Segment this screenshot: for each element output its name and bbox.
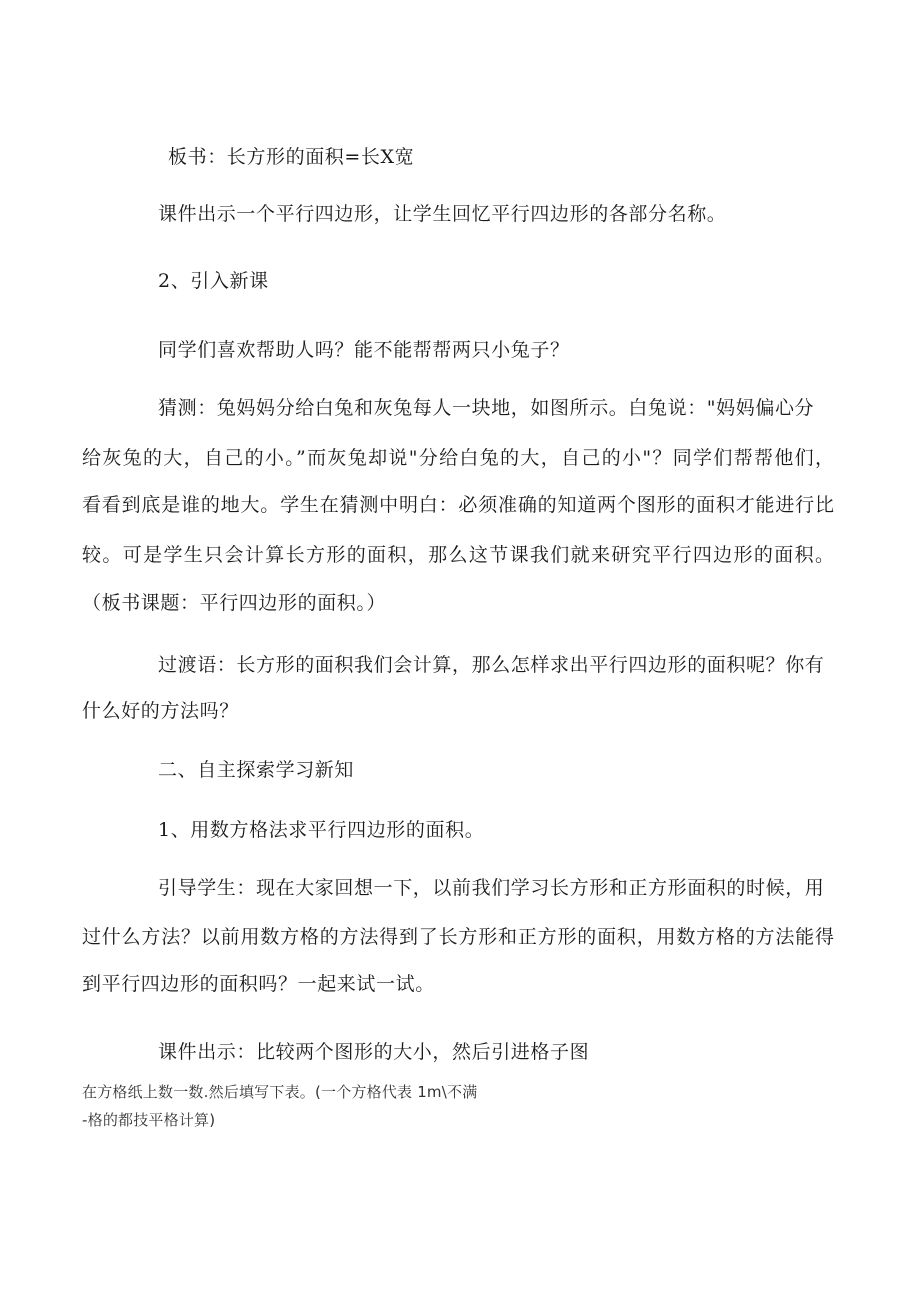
grid-instruction-line-2: -格的都技平格计算)	[82, 1111, 216, 1129]
guide-line-2: 过什么方法？以前用数方格的方法得到了长方形和正方形的面积，用数方格的方法能得	[82, 926, 834, 948]
guess-paragraph-line-3: 看看到底是谁的地大。学生在猜测中明白：必须准确的知道两个图形的面积才能进行比	[82, 494, 834, 516]
courseware-compare-line: 课件出示：比较两个图形的大小，然后引进格子图	[158, 1041, 590, 1063]
section-two-heading: 二、自主探索学习新知	[158, 759, 355, 781]
guide-line-1: 引导学生：现在大家回想一下，以前我们学习长方形和正方形面积的时候，用	[158, 877, 825, 899]
grid-instruction-line-1: 在方格纸上数一数.然后填写下表。(一个方格代表 1m\不满	[82, 1083, 478, 1101]
guess-paragraph-line-1: 猜测：兔妈妈分给白兔和灰兔每人一块地，如图所示。白兔说："妈妈偏心分	[158, 397, 815, 419]
courseware-show-line: 课件出示一个平行四边形，让学生回忆平行四边形的各部分名称。	[158, 203, 727, 225]
board-formula-line: 板书：长方形的面积=长X宽	[168, 146, 415, 168]
subsection-1-heading: 1、用数方格法求平行四边形的面积。	[158, 819, 485, 841]
question-help-line: 同学们喜欢帮助人吗？能不能帮帮两只小兔子？	[158, 339, 570, 361]
guess-paragraph-line-2: 给灰兔的大，自己的小。”而灰兔却说"分给白兔的大，自己的小"？同学们帮帮他们，	[82, 447, 834, 469]
transition-line-1: 过渡语：长方形的面积我们会计算，那么怎样求出平行四边形的面积呢？你有	[158, 654, 825, 676]
guide-line-3: 到平行四边形的面积吗？一起来试一试。	[82, 973, 435, 995]
board-title-line: （板书课题：平行四边形的面积。）	[82, 592, 387, 614]
transition-line-2: 什么好的方法吗？	[82, 700, 239, 722]
guess-paragraph-line-4: 较。可是学生只会计算长方形的面积，那么这节课我们就来研究平行四边形的面积。	[82, 544, 834, 566]
section-2-heading: 2、引入新课	[158, 270, 269, 292]
